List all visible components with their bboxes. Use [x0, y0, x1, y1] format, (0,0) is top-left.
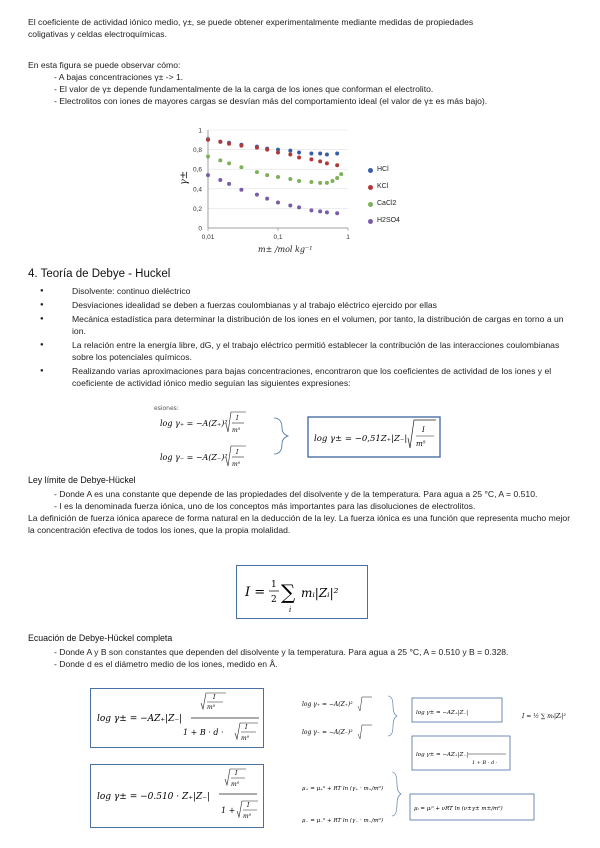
data-point-h2so4 — [335, 211, 339, 215]
data-point-hcl — [288, 149, 292, 153]
equations-svg — [148, 402, 454, 472]
data-point-h2so4 — [325, 210, 329, 214]
bullet-item: ● Disolvente: continuo dieléctrico — [28, 285, 573, 297]
svg-text:log γ± = −0.510 · Z₊|Z₋|: log γ± = −0.510 · Z₊|Z₋| — [97, 792, 211, 802]
bullet-item: ● La relación entre la energía libre, dG, y el trabajo eléctrico permitió establecer la contribución de las interacciones coulombianas sobre los potenciales químicos. — [28, 339, 573, 363]
data-point-cacl2 — [206, 154, 210, 158]
svg-text:m⁰: m⁰ — [232, 427, 241, 434]
y-tick-label: 1 — [198, 127, 202, 135]
data-point-cacl2 — [309, 180, 313, 184]
section-bullets — [28, 285, 573, 391]
activity-chart — [172, 120, 404, 258]
data-point-hcl — [318, 152, 322, 156]
svg-text:log γ₊ = −A(Z₊)²: log γ₊ = −A(Z₊)² — [302, 701, 353, 708]
figure-intro-lead: En esta figura se puede observar cómo: — [28, 60, 181, 70]
svg-text:i: i — [289, 606, 292, 614]
legend-item-h2so4 — [368, 215, 400, 227]
svg-text:log γ₋ = −A(Z₋)²: log γ₋ = −A(Z₋)² — [302, 729, 353, 736]
svg-text:I: I — [213, 694, 216, 701]
svg-text:μ₊ = μ₊⁰ + RT ln (γ₊ · m₊/m⁰): μ₊ = μ₊⁰ + RT ln (γ₊ · m₊/m⁰) — [302, 786, 383, 792]
data-point-h2so4 — [206, 173, 210, 177]
svg-text:μ₋ = μ₋⁰ + RT ln (γ₋ · m₋/m⁰): μ₋ = μ₋⁰ + RT ln (γ₋ · m₋/m⁰) — [302, 818, 383, 824]
chart-ylabel: γ± — [179, 170, 191, 186]
chart-marks — [206, 137, 343, 215]
x-tick-label: 1 — [346, 234, 350, 241]
svg-text:log γ₊ = −A(Z₊)²: log γ₊ = −A(Z₊)² — [160, 419, 228, 428]
summary-equations-image — [292, 686, 582, 836]
data-point-cacl2 — [265, 173, 269, 177]
limit-law-item: - I es la denominada fuerza iónica, uno de los conceptos más importantes para las disoluciones de electrolitos. — [54, 501, 476, 511]
svg-text:1 + B · d ·: 1 + B · d · — [472, 760, 498, 766]
data-point-cacl2 — [335, 176, 339, 180]
section-title: 4. Teoría de Debye - Huckel — [28, 268, 171, 280]
svg-text:I =: I = — [245, 585, 266, 600]
legend-item-hcl — [368, 164, 400, 176]
data-point-hcl — [325, 153, 329, 157]
data-point-cacl2 — [255, 170, 259, 174]
y-tick-label: 0,8 — [192, 147, 202, 155]
data-point-kcl — [255, 146, 259, 150]
legend-label: H2SO4 — [377, 217, 400, 224]
data-point-h2so4 — [288, 203, 292, 207]
svg-text:esiones:: esiones: — [154, 405, 179, 412]
limit-law-title: Ley límite de Debye-Hückel — [28, 475, 136, 485]
data-point-h2so4 — [309, 208, 313, 212]
data-point-cacl2 — [288, 177, 292, 181]
legend-item-cacl2 — [368, 198, 400, 210]
data-point-h2so4 — [255, 193, 259, 197]
data-point-kcl — [265, 148, 269, 152]
data-point-cacl2 — [218, 158, 222, 162]
data-point-kcl — [335, 163, 339, 167]
data-point-h2so4 — [265, 197, 269, 201]
complete-equation-svg — [91, 689, 263, 747]
svg-text:log γ± = −0,51Z₊|Z₋|: log γ± = −0,51Z₊|Z₋| — [314, 434, 408, 444]
data-point-cacl2 — [276, 175, 280, 179]
data-point-kcl — [325, 161, 329, 165]
data-point-cacl2 — [330, 179, 334, 183]
x-tick-label: 0,01 — [201, 234, 215, 241]
svg-text:log γ₋ = −A(Z₋)²: log γ₋ = −A(Z₋)² — [160, 453, 228, 462]
legend-dot — [368, 168, 373, 173]
data-point-cacl2 — [339, 172, 343, 176]
svg-text:m⁰: m⁰ — [243, 813, 252, 820]
data-point-hcl — [309, 152, 313, 156]
intro-line-2: coligativas y celdas electroquímicas. — [28, 29, 167, 39]
data-point-kcl — [206, 138, 210, 142]
complete-item: - Donde A y B son constantes que dependen del disolvente y la temperatura. Para agua a 25 °C, A = 0.510 y B = 0.328. — [54, 647, 509, 657]
legend-dot — [368, 185, 373, 190]
data-point-h2so4 — [218, 178, 222, 182]
data-point-kcl — [297, 155, 301, 159]
svg-text:I: I — [422, 426, 425, 434]
legend-label: KCl — [377, 183, 389, 190]
svg-text:mᵢ|Zᵢ|²: mᵢ|Zᵢ|² — [301, 586, 339, 600]
svg-text:log γ± = −AZ₊|Z₋|: log γ± = −AZ₊|Z₋| — [416, 752, 469, 758]
legend-label: CaCl2 — [377, 200, 397, 207]
legend-label: HCl — [377, 166, 389, 173]
svg-text:I: I — [236, 415, 239, 422]
bullet-item: ● Mecánica estadística para determinar la distribución de los iones en el volumen, por tanto, la distribución de cargas en torno a un ion. — [28, 313, 573, 337]
figure-point: - A bajas concentraciones γ± -> 1. — [54, 72, 184, 82]
complete-item: - Donde d es el diámetro medio de los iones, medido en Å. — [54, 659, 278, 669]
svg-text:m⁰: m⁰ — [207, 704, 216, 711]
complete-title: Ecuación de Debye-Hückel completa — [28, 633, 173, 643]
chart-legend — [368, 164, 400, 232]
svg-text:1: 1 — [271, 580, 277, 590]
data-point-h2so4 — [276, 201, 280, 205]
data-point-h2so4 — [227, 182, 231, 186]
data-point-kcl — [309, 157, 313, 161]
data-point-kcl — [218, 140, 222, 144]
data-point-hcl — [297, 151, 301, 155]
data-point-cacl2 — [239, 165, 243, 169]
y-tick-label: 0,2 — [192, 205, 202, 213]
svg-text:log γ± = −AZ₊|Z₋|: log γ± = −AZ₊|Z₋| — [416, 710, 469, 716]
intro-line-1: El coeficiente de actividad iónico medio, γ±, se puede obtener experimentalmente mediante medidas de propiedades — [28, 17, 474, 27]
svg-text:μᵢ = μᵢ⁰ + νRT ln (ν±γ± m±/m⁰): μᵢ = μᵢ⁰ + νRT ln (ν±γ± m±/m⁰) — [414, 806, 503, 812]
data-point-cacl2 — [318, 181, 322, 185]
intro-paragraph — [28, 16, 576, 40]
svg-text:m⁰: m⁰ — [232, 461, 241, 468]
figure-intro — [28, 59, 576, 107]
x-tick-label: 0,1 — [273, 234, 283, 241]
complete-equation-numeric-box — [90, 764, 264, 828]
summary-equations-svg — [292, 686, 582, 836]
svg-text:log γ± = −AZ₊|Z₋|: log γ± = −AZ₊|Z₋| — [97, 714, 183, 724]
svg-text:I = ½ ∑ mᵢ|Zᵢ|²: I = ½ ∑ mᵢ|Zᵢ|² — [522, 713, 566, 720]
legend-item-kcl — [368, 181, 400, 193]
svg-text:m⁰: m⁰ — [231, 781, 240, 788]
figure-point: - Electrolitos con iones de mayores cargas se desvían más del comportamiento ideal (el valor de γ± es más bajo). — [54, 96, 488, 106]
svg-text:I: I — [245, 724, 248, 731]
bullet-item: ● Realizando varias aproximaciones para bajas concentraciones, encontraron que los coeficientes de actividad de los iones y el coeficiente de actividad iónico medio seguían las siguientes expresiones: — [28, 365, 573, 389]
data-point-h2so4 — [239, 188, 243, 192]
data-point-cacl2 — [325, 181, 329, 185]
legend-dot — [368, 219, 373, 224]
ionic-strength-svg — [237, 566, 367, 618]
bullet-item: ● Desviaciones idealidad se deben a fuerzas coulombianas y al trabajo eléctrico ejercido por ellas — [28, 299, 573, 311]
svg-text:∑: ∑ — [281, 580, 296, 604]
svg-text:2: 2 — [271, 595, 277, 605]
y-tick-label: 0,6 — [192, 166, 202, 174]
svg-text:I: I — [247, 802, 250, 809]
data-point-kcl — [288, 153, 292, 157]
chart-xlabel: m± /mol kg⁻¹ — [258, 245, 313, 254]
debye-huckel-equations — [148, 402, 454, 472]
ionic-strength-formula — [236, 565, 368, 619]
limit-law-item: - Donde A es una constante que depende de las propiedades del disolvente y de la temperatura. Para agua a 25 °C, A = 0.510. — [54, 489, 538, 499]
svg-text:I: I — [235, 770, 238, 777]
svg-text:1 +: 1 + — [221, 806, 236, 815]
figure-point: - El valor de γ± depende fundamentalmente de la la carga de los iones que conforman el electrolito. — [54, 84, 434, 94]
limit-law-body — [28, 488, 573, 536]
svg-text:1 + B · d ·: 1 + B · d · — [183, 728, 224, 737]
svg-text:m⁰: m⁰ — [416, 440, 426, 448]
legend-dot — [368, 202, 373, 207]
y-tick-label: 0,4 — [192, 186, 202, 194]
data-point-kcl — [239, 144, 243, 148]
data-point-h2so4 — [297, 205, 301, 209]
y-tick-label: 0 — [198, 225, 202, 233]
complete-equation-numeric-svg — [91, 765, 263, 827]
data-point-kcl — [318, 159, 322, 163]
data-point-cacl2 — [297, 179, 301, 183]
data-point-hcl — [335, 152, 339, 156]
limit-law-paragraph: La definición de fuerza iónica aparece de forma natural en la deducción de la ley. La fuerza iónica es una función que representa mucho mejor la concentración efectiva de todos los iones, que la propia molalidad. — [28, 513, 571, 535]
svg-text:m⁰: m⁰ — [241, 735, 250, 742]
data-point-cacl2 — [227, 161, 231, 165]
svg-text:I: I — [236, 449, 239, 456]
data-point-h2so4 — [318, 209, 322, 213]
complete-body — [28, 646, 573, 670]
complete-equation-box — [90, 688, 264, 748]
data-point-kcl — [276, 151, 280, 155]
data-point-kcl — [227, 142, 231, 146]
